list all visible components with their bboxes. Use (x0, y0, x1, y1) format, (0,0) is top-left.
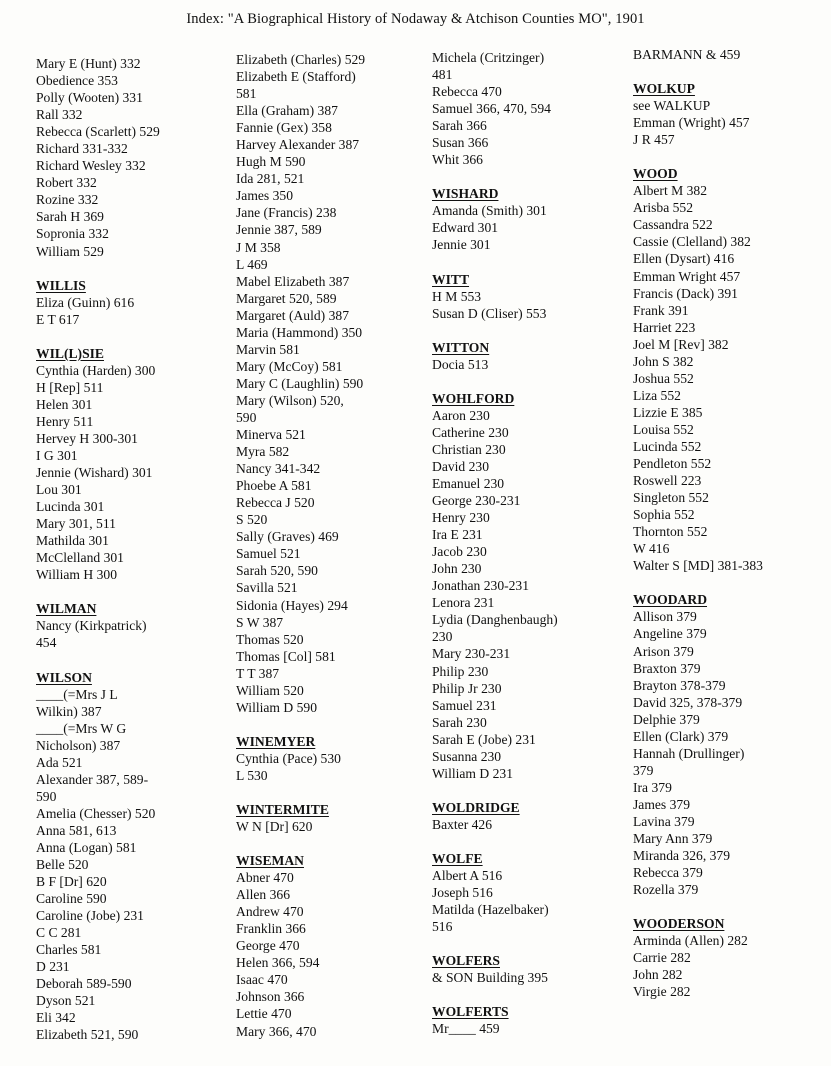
section-gap (633, 63, 831, 80)
index-entry: Cynthia (Pace) 530 (236, 750, 341, 766)
index-entry: Mary 230-231 (432, 646, 511, 662)
section-gap (36, 328, 236, 345)
surname-heading: WITTON (432, 339, 490, 355)
index-entry: Edward 301 (432, 220, 499, 236)
index-entry: Thornton 552 (633, 524, 708, 540)
index-entry: D 231 (36, 959, 70, 975)
index-entry: Rozine 332 (36, 192, 99, 208)
surname-heading: WILLIS (36, 277, 86, 293)
page-title: Index: "A Biographical History of Nodaway & Atchison Counties MO", 1901 (186, 11, 645, 27)
index-entry: C C 281 (36, 925, 82, 941)
index-entry: Henry 511 (36, 413, 94, 429)
index-entry: Whit 366 (432, 152, 483, 168)
surname-heading: WISEMAN (236, 853, 304, 869)
index-entry: Carrie 282 (633, 950, 691, 966)
index-entry: Cassie (Clelland) 382 (633, 234, 751, 250)
index-entry: Mary C (Laughlin) 590 (236, 375, 364, 391)
index-entry: Matilda (Hazelbaker) (432, 902, 549, 918)
index-entry: S 520 (236, 512, 268, 528)
index-entry: J M 358 (236, 239, 281, 255)
section-gap (432, 168, 632, 185)
index-entry: 516 (432, 919, 453, 935)
index-entry: Mary Ann 379 (633, 831, 713, 847)
index-entry: L 530 (236, 767, 268, 783)
index-entry: William 520 (236, 682, 304, 698)
index-entry: Louisa 552 (633, 421, 694, 437)
index-entry: Nancy (Kirkpatrick) (36, 618, 147, 634)
index-column-4 (633, 46, 831, 1000)
surname-heading: WOOD (633, 166, 678, 182)
index-entry: Jane (Francis) 238 (236, 205, 337, 221)
index-entry: Arisba 552 (633, 200, 694, 216)
index-entry: H M 553 (432, 288, 482, 304)
index-entry: Lizzie E 385 (633, 404, 703, 420)
index-entry: Sopronia 332 (36, 226, 109, 242)
index-entry: Docia 513 (432, 356, 489, 372)
index-entry: Sarah 230 (432, 714, 487, 730)
index-entry: Mr____ 459 (432, 1021, 500, 1037)
index-entry: William H 300 (36, 567, 118, 583)
index-entry: Lenora 231 (432, 595, 495, 611)
index-entry: 454 (36, 635, 57, 651)
index-entry: Thomas [Col] 581 (236, 648, 336, 664)
index-entry: see WALKUP (633, 98, 711, 114)
surname-heading: WIL(L)SIE (36, 345, 104, 361)
index-entry: George 230-231 (432, 493, 521, 509)
index-entry: Caroline (Jobe) 231 (36, 908, 144, 924)
index-entry: Robert 332 (36, 175, 97, 191)
index-entry: Elizabeth (Charles) 529 (236, 52, 366, 67)
index-entry: Hervey H 300-301 (36, 430, 138, 446)
index-entry: Wilkin) 387 (36, 703, 102, 719)
index-entry: Sophia 552 (633, 507, 695, 523)
index-entry: Minerva 521 (236, 427, 306, 443)
index-entry: Rebecca J 520 (236, 495, 315, 511)
index-entry: S W 387 (236, 614, 284, 630)
index-entry: Rebecca 379 (633, 865, 703, 881)
index-entry: Amelia (Chesser) 520 (36, 805, 156, 821)
index-entry: Lucinda 301 (36, 499, 105, 515)
index-entry: Walter S [MD] 381-383 (633, 558, 763, 574)
index-entry: Lydia (Danghenbaugh) (432, 612, 558, 628)
index-entry: Richard 331-332 (36, 141, 128, 157)
index-entry: Margaret 520, 589 (236, 290, 337, 306)
index-entry: Mary E (Hunt) 332 (36, 56, 141, 71)
index-entry: Allen 366 (236, 887, 290, 903)
index-entry: Ella (Graham) 387 (236, 103, 338, 119)
index-entry: Franklin 366 (236, 921, 306, 937)
index-entry: Abner 470 (236, 870, 294, 886)
index-entry: Sidonia (Hayes) 294 (236, 597, 348, 613)
index-entry: Arminda (Allen) 282 (633, 933, 748, 949)
index-entry: B F [Dr] 620 (36, 874, 107, 890)
index-column-2 (236, 51, 436, 1040)
index-entry: I G 301 (36, 447, 78, 463)
surname-heading: WOLDRIDGE (432, 799, 520, 815)
index-entry: John 230 (432, 561, 482, 577)
index-entry: Singleton 552 (633, 490, 709, 506)
index-entry: Albert M 382 (633, 183, 708, 199)
index-entry: William D 590 (236, 699, 318, 715)
index-entry: Obedience 353 (36, 73, 118, 89)
surname-heading: WITT (432, 271, 470, 287)
index-entry: Ira 379 (633, 779, 672, 795)
index-entry: Susan 366 (432, 135, 489, 151)
surname-heading: WILMAN (36, 601, 97, 617)
index-entry: ____(=Mrs W G (36, 720, 127, 736)
index-entry: Marvin 581 (236, 341, 300, 357)
index-entry: Mathilda 301 (36, 533, 109, 549)
section-gap (633, 574, 831, 591)
index-entry: W N [Dr] 620 (236, 819, 313, 835)
index-entry: 230 (432, 629, 453, 645)
index-entry: Lucinda 552 (633, 438, 702, 454)
index-entry: Rebecca 470 (432, 84, 502, 100)
index-entry: & SON Building 395 (432, 970, 548, 986)
surname-heading: WINTERMITE (236, 801, 329, 817)
index-entry: Mary 366, 470 (236, 1023, 317, 1039)
index-entry: William 529 (36, 243, 104, 259)
index-entry: Mabel Elizabeth 387 (236, 273, 350, 289)
index-entry: James 379 (633, 796, 691, 812)
index-entry: John 282 (633, 967, 683, 983)
index-column-3 (432, 49, 632, 1037)
index-entry: Pendleton 552 (633, 456, 712, 472)
index-entry: Cynthia (Harden) 300 (36, 362, 156, 378)
index-entry: Eliza (Guinn) 616 (36, 294, 135, 310)
index-entry: Rall 332 (36, 107, 83, 123)
index-entry: Virgie 282 (633, 984, 691, 1000)
index-entry: Margaret (Auld) 387 (236, 307, 349, 323)
index-entry: Ira E 231 (432, 527, 483, 543)
index-entry: Mary 301, 511 (36, 516, 116, 532)
index-entry: Samuel 521 (236, 546, 301, 562)
index-entry: Jonathan 230-231 (432, 578, 530, 594)
index-entry: Michela (Critzinger) (432, 50, 545, 65)
index-entry: Helen 301 (36, 396, 93, 412)
index-entry: Dyson 521 (36, 993, 96, 1009)
index-entry: William D 231 (432, 765, 514, 781)
index-entry: Rozella 379 (633, 882, 699, 898)
index-entry: Ellen (Clark) 379 (633, 728, 729, 744)
index-entry: Nicholson) 387 (36, 737, 121, 753)
index-entry: Hannah (Drullinger) (633, 745, 745, 761)
index-entry: BARMANN & 459 (633, 47, 741, 62)
index-entry: Rebecca (Scarlett) 529 (36, 124, 160, 140)
section-gap (432, 935, 632, 952)
index-entry: Maria (Hammond) 350 (236, 324, 363, 340)
section-gap (432, 373, 632, 390)
index-entry: Lettie 470 (236, 1006, 292, 1022)
index-entry: Jennie 387, 589 (236, 222, 322, 238)
section-gap (236, 835, 436, 852)
index-entry: Deborah 589-590 (36, 976, 132, 992)
index-entry: Eli 342 (36, 1010, 76, 1026)
section-gap (432, 254, 632, 271)
index-entry: E T 617 (36, 311, 80, 327)
surname-heading: WOLFERTS (432, 1004, 509, 1020)
index-entry: Philip Jr 230 (432, 680, 502, 696)
index-entry: Joseph 516 (432, 885, 493, 901)
index-entry: 590 (36, 788, 57, 804)
section-gap (633, 148, 831, 165)
index-entry: David 230 (432, 458, 490, 474)
index-entry: Joshua 552 (633, 370, 694, 386)
index-entry: Philip 230 (432, 663, 489, 679)
index-entry: Helen 366, 594 (236, 955, 320, 971)
index-entry: John S 382 (633, 353, 694, 369)
index-entry: Catherine 230 (432, 424, 509, 440)
index-entry: McClelland 301 (36, 550, 124, 566)
index-entry: Hugh M 590 (236, 154, 306, 170)
index-entry: Thomas 520 (236, 631, 304, 647)
index-entry: Belle 520 (36, 857, 89, 873)
index-entry: Elizabeth 521, 590 (36, 1027, 139, 1043)
index-entry: Anna (Logan) 581 (36, 839, 137, 855)
index-entry: Emman (Wright) 457 (633, 115, 750, 131)
index-entry: Andrew 470 (236, 904, 304, 920)
index-entry: Sarah 520, 590 (236, 563, 318, 579)
index-entry: Albert A 516 (432, 867, 503, 883)
index-entry: Jennie (Wishard) 301 (36, 465, 153, 481)
index-entry: Allison 379 (633, 609, 697, 625)
index-entry: Delphie 379 (633, 711, 700, 727)
section-gap (36, 583, 236, 600)
index-entry: Emanuel 230 (432, 475, 505, 491)
index-entry: Joel M [Rev] 382 (633, 336, 729, 352)
index-entry: ____(=Mrs J L (36, 686, 118, 702)
index-entry: Henry 230 (432, 510, 490, 526)
index-entry: H [Rep] 511 (36, 379, 104, 395)
index-entry: Sally (Graves) 469 (236, 529, 339, 545)
section-gap (633, 898, 831, 915)
index-entry: Amanda (Smith) 301 (432, 203, 547, 219)
index-entry: David 325, 378-379 (633, 694, 743, 710)
index-entry: Aaron 230 (432, 407, 490, 423)
index-entry: Fannie (Gex) 358 (236, 120, 332, 136)
index-entry: Emman Wright 457 (633, 268, 741, 284)
index-entry: Sarah E (Jobe) 231 (432, 731, 536, 747)
index-entry: T T 387 (236, 665, 280, 681)
index-entry: Samuel 366, 470, 594 (432, 101, 551, 117)
index-entry: Francis (Dack) 391 (633, 285, 738, 301)
index-entry: Richard Wesley 332 (36, 158, 146, 174)
surname-heading: WOLFERS (432, 953, 500, 969)
index-entry: Polly (Wooten) 331 (36, 90, 143, 106)
surname-heading: WISHARD (432, 186, 499, 202)
index-entry: Charles 581 (36, 942, 102, 958)
section-gap (236, 716, 436, 733)
index-entry: George 470 (236, 938, 300, 954)
surname-heading: WOLKUP (633, 81, 695, 97)
index-entry: Arison 379 (633, 643, 694, 659)
surname-heading: WINEMYER (236, 733, 316, 749)
index-entry: Sarah H 369 (36, 209, 104, 225)
index-entry: Anna 581, 613 (36, 822, 117, 838)
index-column-1 (36, 55, 236, 1044)
index-entry: Braxton 379 (633, 660, 701, 676)
index-entry: W 416 (633, 541, 670, 557)
section-gap (432, 986, 632, 1003)
index-entry: Myra 582 (236, 444, 290, 460)
index-entry: Christian 230 (432, 441, 506, 457)
index-entry: 379 (633, 762, 654, 778)
index-entry: Harvey Alexander 387 (236, 137, 360, 153)
index-entry: Liza 552 (633, 387, 681, 403)
surname-heading: WOHLFORD (432, 390, 515, 406)
index-entry: Isaac 470 (236, 972, 288, 988)
index-entry: Sarah 366 (432, 118, 487, 134)
index-entry: Phoebe A 581 (236, 478, 312, 494)
section-gap (432, 833, 632, 850)
index-entry: Brayton 378-379 (633, 677, 726, 693)
index-entry: Mary (Wilson) 520, (236, 392, 344, 408)
index-entry: Elizabeth E (Stafford) (236, 69, 356, 85)
index-entry: Ellen (Dysart) 416 (633, 251, 735, 267)
index-entry: Roswell 223 (633, 473, 702, 489)
index-entry: Savilla 521 (236, 580, 298, 596)
index-entry: Miranda 326, 379 (633, 848, 731, 864)
index-entry: Ada 521 (36, 754, 83, 770)
index-entry: Nancy 341-342 (236, 461, 321, 477)
index-entry: J R 457 (633, 132, 675, 148)
index-entry: Angeline 379 (633, 626, 707, 642)
index-entry: Baxter 426 (432, 816, 493, 832)
index-entry: Lavina 379 (633, 813, 695, 829)
surname-heading: WOODARD (633, 592, 708, 608)
index-entry: 581 (236, 86, 257, 102)
surname-heading: WOLFE (432, 850, 483, 866)
surname-heading: WOODERSON (633, 916, 725, 932)
index-entry: Cassandra 522 (633, 217, 713, 233)
index-entry: L 469 (236, 256, 268, 272)
index-entry: Jennie 301 (432, 237, 491, 253)
index-entry: Mary (McCoy) 581 (236, 358, 343, 374)
section-gap (432, 782, 632, 799)
section-gap (36, 652, 236, 669)
index-entry: Samuel 231 (432, 697, 497, 713)
index-entry: Frank 391 (633, 302, 689, 318)
index-entry: 590 (236, 409, 257, 425)
index-entry: Caroline 590 (36, 891, 107, 907)
index-entry: Jacob 230 (432, 544, 487, 560)
index-entry: Ida 281, 521 (236, 171, 305, 187)
index-entry: Alexander 387, 589- (36, 771, 149, 787)
section-gap (432, 322, 632, 339)
index-entry: Susanna 230 (432, 748, 502, 764)
index-entry: Lou 301 (36, 482, 82, 498)
section-gap (236, 784, 436, 801)
index-entry: James 350 (236, 188, 294, 204)
index-entry: Johnson 366 (236, 989, 305, 1005)
index-entry: Susan D (Cliser) 553 (432, 305, 547, 321)
index-entry: Harriet 223 (633, 319, 696, 335)
surname-heading: WILSON (36, 669, 92, 685)
index-entry: 481 (432, 67, 453, 83)
section-gap (36, 260, 236, 277)
